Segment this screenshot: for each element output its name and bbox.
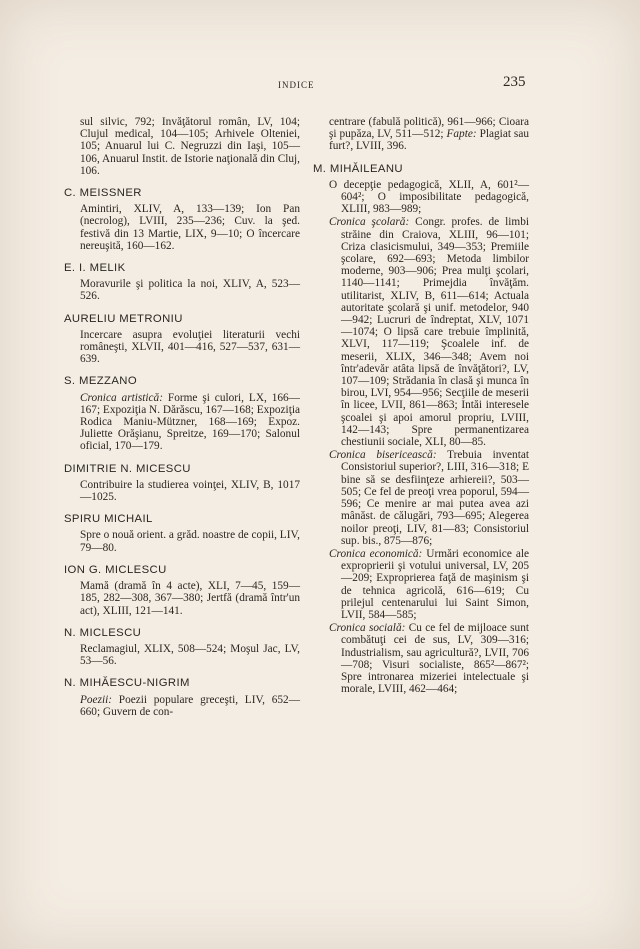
entry-body xyxy=(313,179,529,696)
section-text: Cu ce fel de mijloace sunt combătuţi cei de sus, LV, 309—316; Industrialism, sau agricultură?, LVII, 706—708; Visuri socialiste, 865²—867²; Spre intronarea mizeriei intelectuale şi morale, LVIII, 462—464; xyxy=(341,622,529,696)
entry-text: Amintiri, XLIV, A, 133—139; Ion Pan (necrolog), LVIII, 235—236; Cuv. la şed. festivă din 13 Martie, LIX, 9—10; O încercare nereuşită, 160—162. xyxy=(80,203,300,252)
author-name: N. MICLESCU xyxy=(64,626,142,639)
entry-text: Contribuire la studierea voinţei, XLIV, B, 1017—1025. xyxy=(80,478,300,504)
entry-text: sul silvic, 792; Invăţătorul român, LV, 104; Clujul medical, 104—105; Arhivele Olteniei, 105; Anuarul lui C. Negruzzi din Iaşi, 105—106, Anuarul Instit. de Istorie naţională din Cluj, 106. xyxy=(80,116,300,177)
section-text: Urmări economice ale exproprierii şi votului universal, LV, 205—209; Exproprierea faţă de maşinism şi de tehnica agricolă, 616—619; Cu prilejul centenarului lui Saint Simon, LVII, 584—585; xyxy=(341,547,529,621)
author-name: M. MIHĂILEANU xyxy=(313,162,403,175)
entry-section xyxy=(329,216,529,448)
index-entry xyxy=(64,262,300,303)
entry-text: O decepţie pedagogică, XLII, A, 601²—604²; O imposibilitate pedagogică, XLIII, 983—989; xyxy=(329,178,529,216)
section-label: Cronica socială: xyxy=(329,622,406,635)
entry-section xyxy=(329,548,529,621)
entry-text: centrare (fabulă politică), 961—966; Cioara şi pupăza, LV, 511—512; xyxy=(329,116,529,141)
index-entry xyxy=(313,163,529,696)
author-name: DIMITRIE N. MICESCU xyxy=(64,462,191,475)
section-label: Fapte: xyxy=(446,128,477,141)
continued-entry xyxy=(64,116,300,177)
entry-text xyxy=(64,694,300,718)
right-column xyxy=(313,116,529,705)
author-name: S. MEZZANO xyxy=(64,375,138,388)
index-entry xyxy=(64,677,300,718)
entry-text: Incercare asupra evoluţiei literaturii vechi româneşti, XLVII, 401—416, 527—537, 631—639. xyxy=(80,328,300,366)
index-entry xyxy=(64,375,300,452)
section-label: Cronica economică: xyxy=(329,547,423,560)
continued-entry xyxy=(313,116,529,153)
page-number: 235 xyxy=(503,74,526,90)
author-name: AURELIU METRONIU xyxy=(64,312,183,325)
entry-text: Mamă (dramă în 4 acte), XLI, 7—45, 159—185, 282—308, 367—380; Jertfă (dramă într'un act), XLIII, 121—141. xyxy=(80,580,300,617)
entry-text: Reclamagiul, XLIX, 508—524; Moşul Jac, LV, 53—56. xyxy=(80,642,300,668)
section-label: Poezii: xyxy=(80,693,112,706)
section-text: Poezii populare greceşti, LIV, 652—660; Guvern de con- xyxy=(80,693,301,718)
entry-section xyxy=(329,622,529,695)
index-entry xyxy=(64,187,300,252)
index-entry xyxy=(64,564,300,617)
entry-text xyxy=(64,392,300,453)
entry-text: Moravurile şi politica la noi, XLIV, A, 523—526. xyxy=(80,278,300,303)
author-name: ION G. MICLESCU xyxy=(64,563,167,576)
section-label: Cronica bisericească: xyxy=(329,449,437,462)
entry-text: Spre o nouă orient. a grăd. noastre de copii, LIV, 79—80. xyxy=(80,529,300,554)
running-title: INDICE xyxy=(278,80,315,90)
section-label: Cronica şcolară: xyxy=(329,216,410,229)
index-entry xyxy=(64,313,300,366)
section-label: Cronica artistică: xyxy=(80,391,163,404)
entry-section xyxy=(329,449,529,547)
section-text: Forme şi culori, LX, 166—167; Expoziţia N. Dărăscu, 167—168; Expoziţia Rodica Maniu-Mützner, 168—169; Expoz. Juliette Orăşianu, Spreitze, 169—170; Salonul oficial, 170—179. xyxy=(80,391,300,453)
index-entry xyxy=(64,627,300,668)
author-name: C. MEISSNER xyxy=(64,187,142,200)
section-text: Congr. profes. de limbi străine din Craiova, XLIII, 96—101; Criza clasicismului, 349—353; Premiile şcolare, 692—693; Metoda limbilor moderne, 903—906; Prea mulţi şcolari, 1140—1141; Primejdia învăţăm. utilitarist, XLIV, B, 611—614; Actuala autoritate şcolară şi unif. metodelor, 940—942; Lucruri de îndreptat, XLV, 1071—1074; O lipsă care trebuie împlinită, XLVI, 117—119; Şcoalele inf. de meserii, XLIX, 346—348; Avem noi într'adevăr atâta lipsă de învăţători?, LV, 107—109; Strădania în clasă şi munca în birou, LVI, 954—956; Secţiile de meserii în licee, LVII, 861—863; Intăi interesele şcoalei şi apoi amorul propriu, LVIII, 142—143; Spre permanentizarea chestiunii sociale, XLI, 80—85. xyxy=(341,216,529,449)
index-entry xyxy=(64,463,300,504)
index-entry xyxy=(64,513,300,554)
author-name: SPIRU MICHAIL xyxy=(64,513,153,526)
author-name: E. I. MELIK xyxy=(64,262,126,275)
author-name: N. MIHĂESCU-NIGRIM xyxy=(64,677,190,690)
left-column xyxy=(64,116,300,728)
section-text: Plagiat sau furt?, LVIII, 396. xyxy=(329,128,529,153)
section-text: Trebuia inventat Consistoriul superior?, LIII, 316—318; E bine să se desfiinţeze arhiereii?, 503—505; Ce fel de preoţi vrea poporul, 594—596; Ce menire ar mai putea avea azi mânăst. de călugări, 793—695; Alegerea noilor preoţi, LIV, 81—83; Consistoriul sup. bis., 875—876; xyxy=(341,449,529,547)
